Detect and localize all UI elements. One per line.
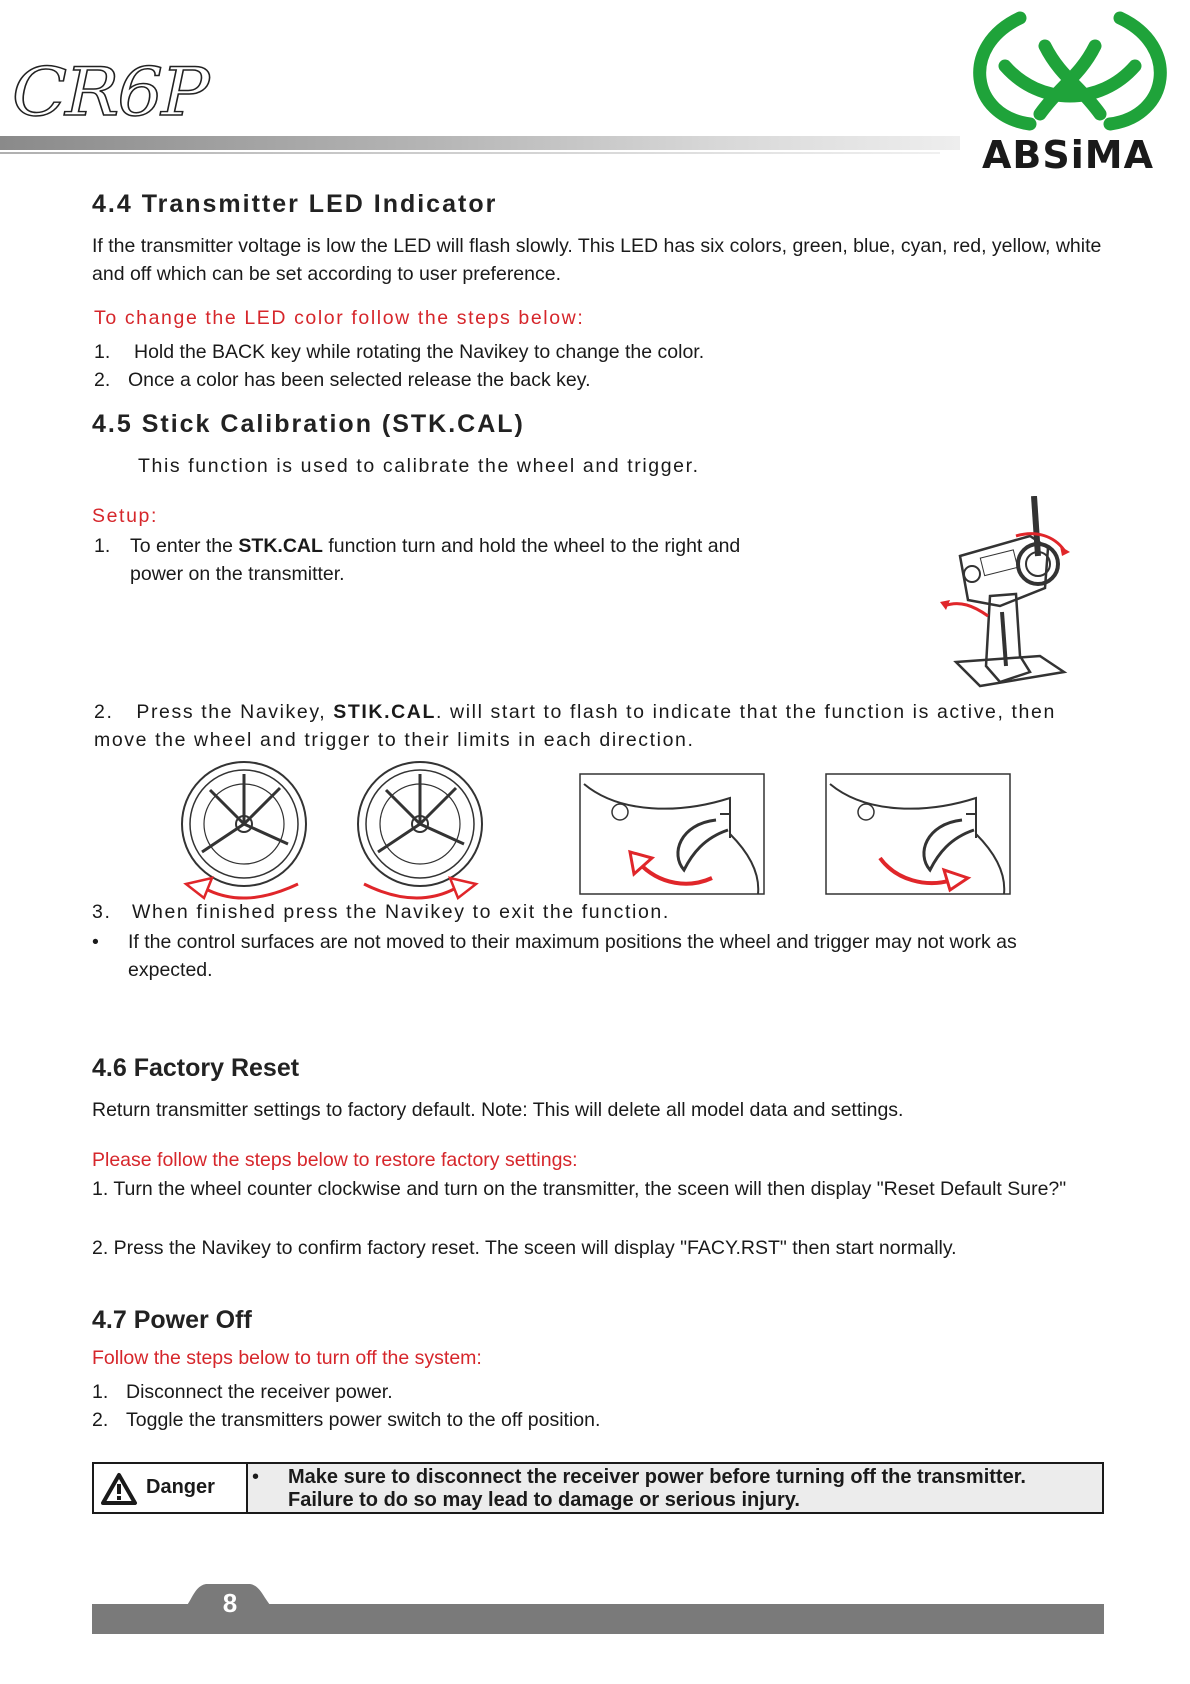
step-number: 3. bbox=[92, 901, 112, 923]
stk-cal-term: STK.CAL bbox=[238, 535, 323, 557]
step-number: 1. bbox=[94, 341, 111, 363]
reset-intro: Return transmitter settings to factory default. Note: This will delete all model data and settings. bbox=[92, 1099, 904, 1121]
step-number: 2. bbox=[94, 701, 114, 723]
step-text: Toggle the transmitters power switch to the off position. bbox=[126, 1409, 601, 1431]
wheel-left-icon bbox=[182, 762, 306, 898]
absima-wordmark: ABSiMA bbox=[982, 133, 1154, 176]
poweroff-step-2 bbox=[92, 1406, 600, 1434]
led-intro: If the transmitter voltage is low the LED will flash slowly. This LED has six colors, green, blue, cyan, red, yellow, white and off which can be set according to user preference. bbox=[92, 235, 1102, 285]
heading-4-6: 4.6 Factory Reset bbox=[92, 1054, 300, 1082]
step-text: Once a color has been selected release the back key. bbox=[128, 369, 591, 391]
calib-step-2: 2. Press the Navikey, STIK.CAL. will start to flash to indicate that the function is active, then move the wheel and trigger to their limits in each direction. bbox=[94, 701, 1056, 751]
note-bullet: • bbox=[92, 931, 99, 953]
step-number: 1. bbox=[92, 1381, 109, 1403]
led-step-2 bbox=[94, 366, 591, 394]
danger-label-cell bbox=[94, 1464, 248, 1512]
transmitter-illustration bbox=[940, 496, 1090, 692]
step-text: When finished press the Navikey to exit the function. bbox=[132, 901, 670, 923]
reset-steps-title: Please follow the steps below to restore factory settings: bbox=[92, 1149, 578, 1171]
setup-label: Setup: bbox=[92, 505, 158, 527]
led-steps-title: To change the LED color follow the steps below: bbox=[94, 307, 585, 329]
step-number: 2. bbox=[92, 1409, 109, 1431]
stik-cal-term: STIK.CAL bbox=[333, 701, 436, 723]
heading-4-5: 4.5 Stick Calibration (STK.CAL) bbox=[92, 410, 525, 438]
calib-step-1: 1. To enter the STK.CAL function turn and hold the wheel to the right and power on the transmitter. bbox=[94, 532, 128, 560]
absima-logo bbox=[950, 6, 1186, 176]
header-bar-line bbox=[0, 152, 940, 154]
calib-note: • If the control surfaces are not moved to their maximum positions the wheel and trigger may not work as expected. bbox=[92, 928, 1092, 956]
step-number: 2. bbox=[94, 369, 111, 391]
calib-intro: This function is used to calibrate the wheel and trigger. bbox=[138, 455, 700, 477]
calib-step-3 bbox=[92, 898, 670, 926]
warning-triangle-icon bbox=[100, 1472, 138, 1506]
page-number: 8 bbox=[222, 1588, 238, 1618]
danger-callout bbox=[92, 1462, 1104, 1514]
brand-logo: CR6P bbox=[12, 53, 208, 131]
laurel-emblem-icon bbox=[980, 18, 1161, 124]
wheel-right-icon bbox=[358, 762, 482, 898]
calibration-diagrams bbox=[180, 760, 1080, 910]
step-text: Disconnect the receiver power. bbox=[126, 1381, 393, 1403]
poweroff-step-1 bbox=[92, 1378, 393, 1406]
poweroff-steps-title: Follow the steps below to turn off the system: bbox=[92, 1347, 482, 1369]
step-text: Hold the BACK key while rotating the Navikey to change the color. bbox=[134, 341, 705, 363]
reset-step-1: 1. Turn the wheel counter clockwise and turn on the transmitter, the sceen will then display "Reset Default Sure?" bbox=[92, 1178, 1067, 1200]
danger-label: Danger bbox=[146, 1476, 215, 1498]
step-number: 1. bbox=[94, 535, 111, 557]
trigger-push-icon bbox=[826, 774, 1010, 894]
danger-text: Make sure to disconnect the receiver power before turning off the transmitter. Failure to do so may lead to damage or serious injury. bbox=[288, 1466, 1026, 1511]
danger-bullet: • bbox=[252, 1466, 260, 1488]
heading-4-7: 4.7 Power Off bbox=[92, 1306, 252, 1334]
trigger-pull-icon bbox=[580, 774, 764, 894]
led-step-1 bbox=[94, 338, 704, 366]
header-bar bbox=[0, 136, 960, 150]
heading-4-4: 4.4 Transmitter LED Indicator bbox=[92, 190, 498, 218]
reset-step-2: 2. Press the Navikey to confirm factory reset. The sceen will display "FACY.RST" then start normally. bbox=[92, 1237, 957, 1259]
